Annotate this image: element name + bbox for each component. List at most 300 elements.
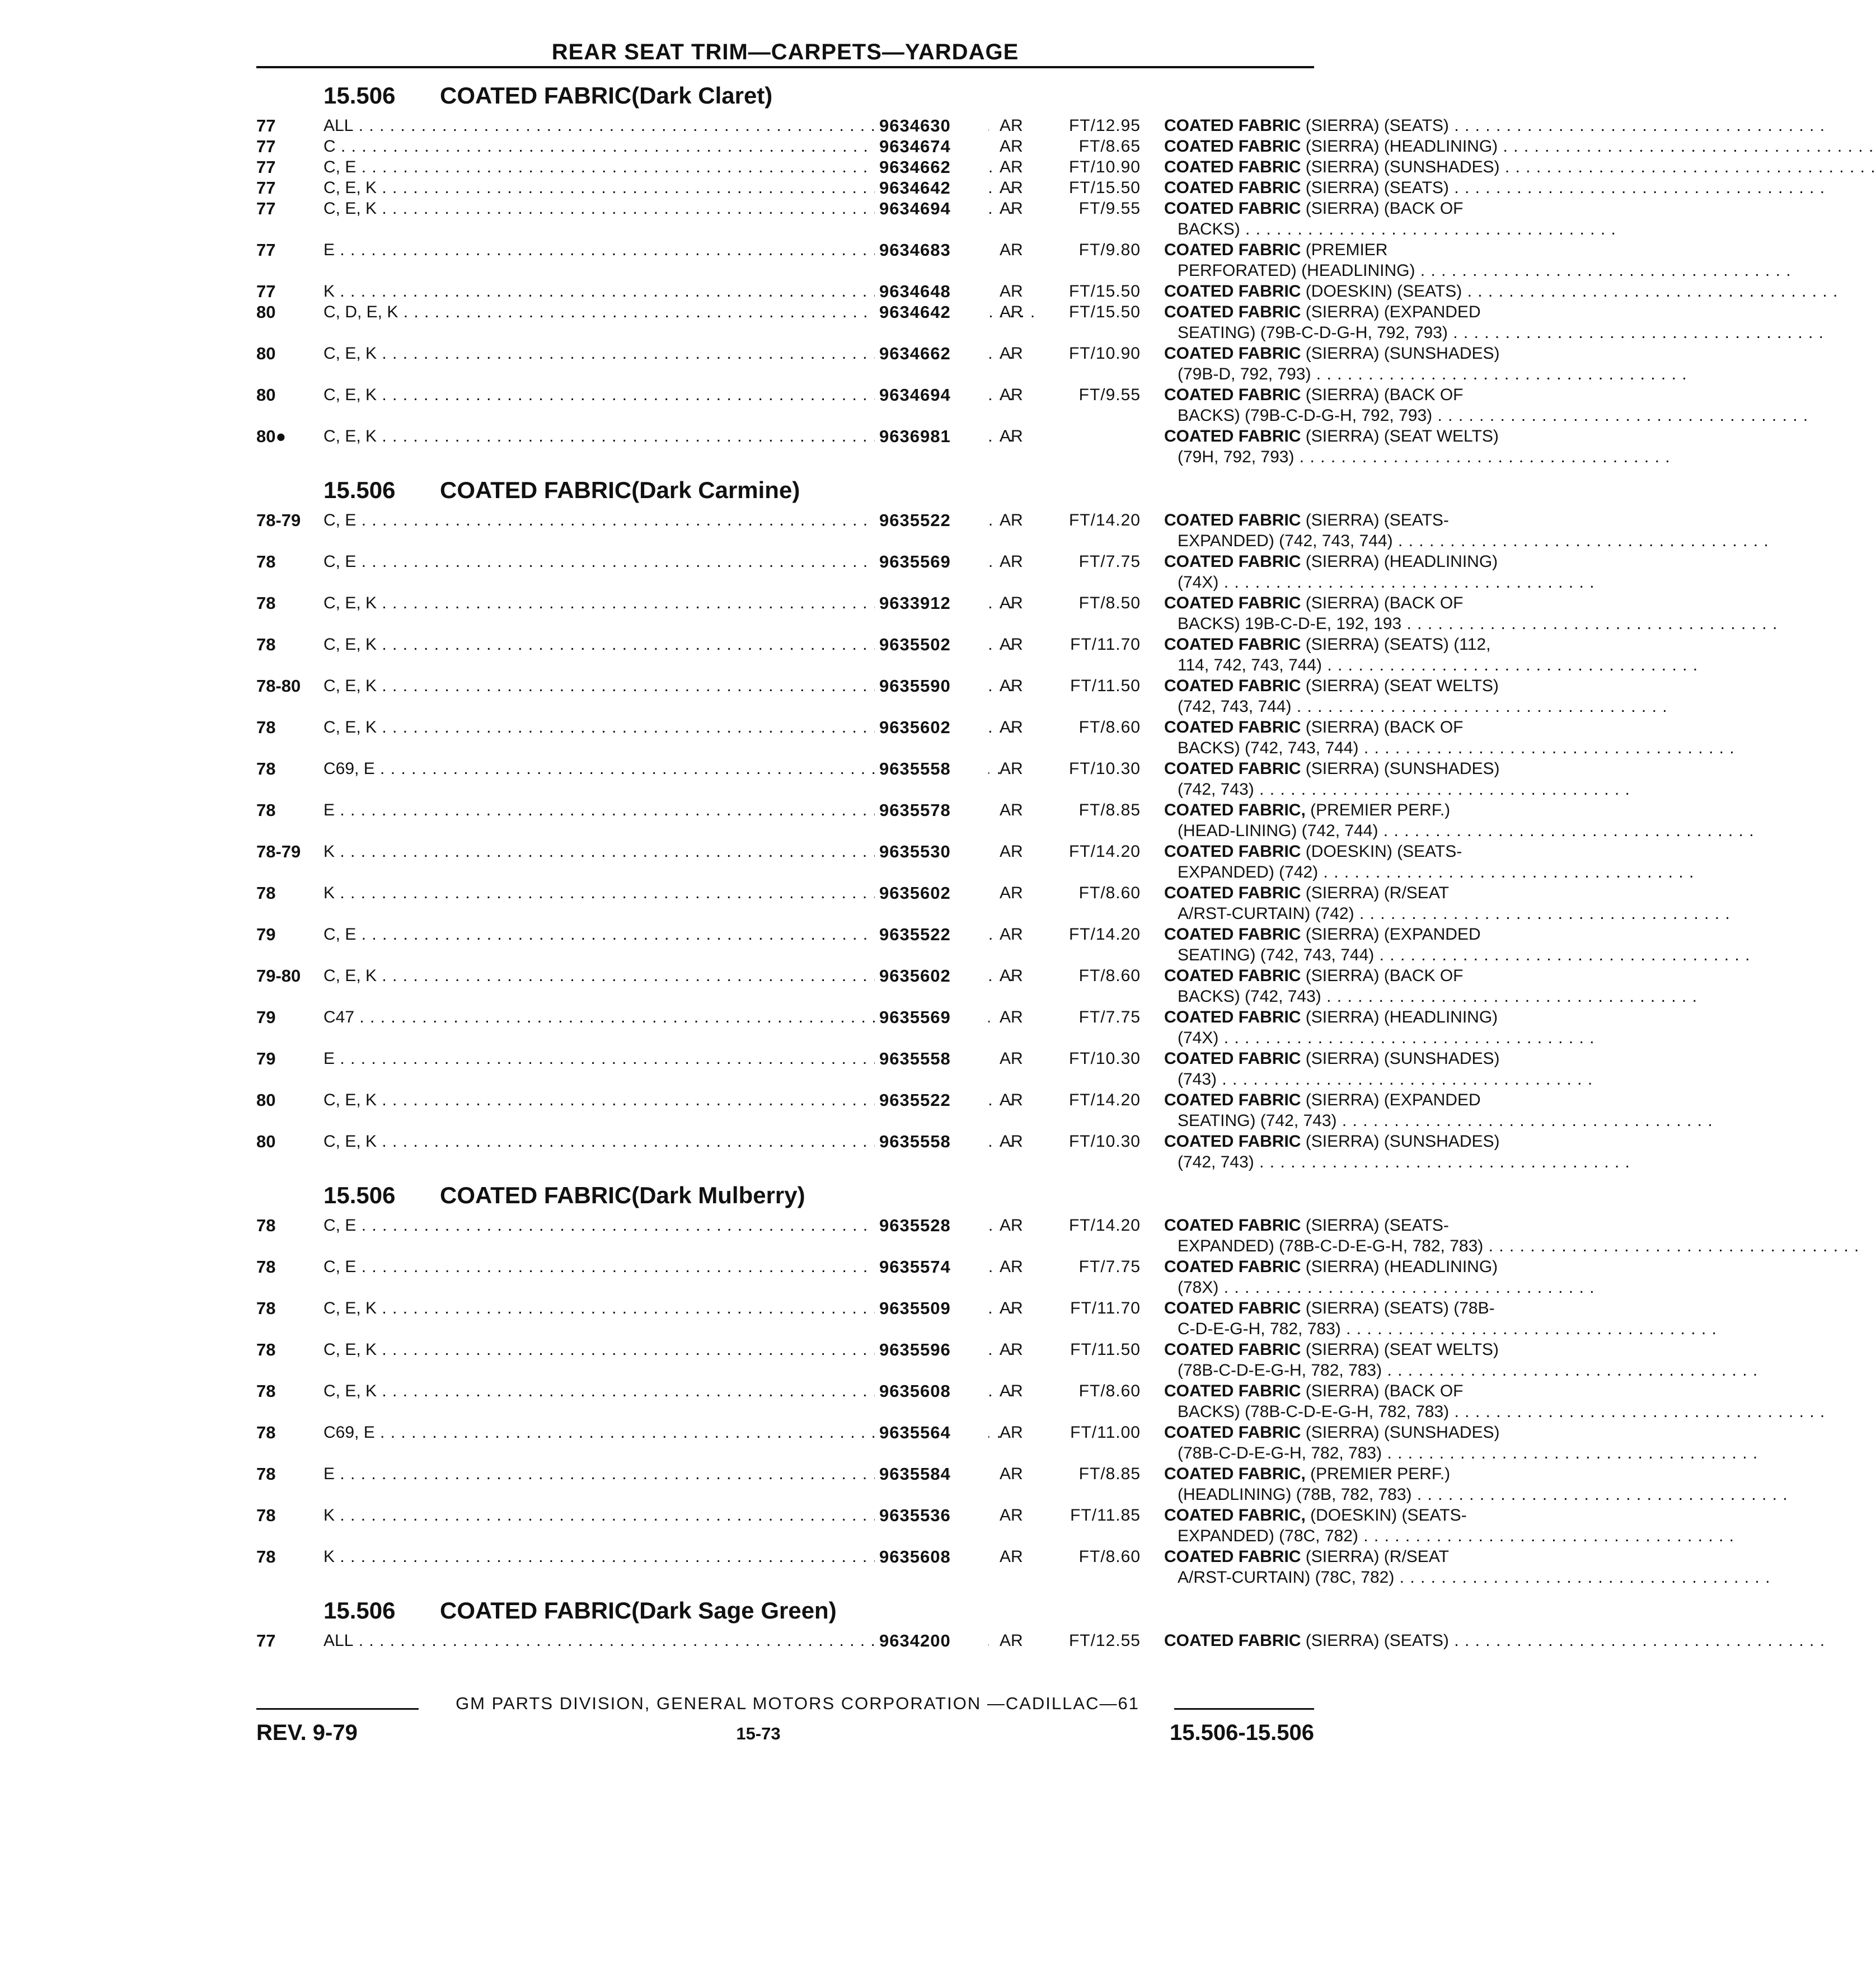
description-name: COATED FABRIC: [1164, 1049, 1301, 1068]
models: C47 . . .: [323, 1007, 878, 1028]
description-name: COATED FABRIC: [1164, 1382, 1301, 1400]
description-detail: (PREMIER: [1305, 241, 1388, 259]
part-entry: [251, 1505, 1467, 1546]
models: C, E, K . . .: [323, 1339, 878, 1360]
price: FT/11.50: [1070, 677, 1141, 695]
description-line-1: [1164, 384, 1570, 405]
part-entry: [251, 177, 1449, 198]
description-line-2: (743) . . .: [1164, 1069, 1570, 1090]
part-number: 9635522: [875, 510, 988, 531]
description-line-2: EXPANDED) (78C, 782) . . .: [1164, 1526, 1570, 1546]
description-name: COATED FABRIC: [1164, 925, 1301, 944]
price: FT/12.95: [1068, 116, 1141, 135]
quantity: AR: [1000, 1091, 1023, 1109]
description-detail: (DOESKIN) (SEATS-: [1305, 842, 1462, 861]
part-entry: [251, 343, 1500, 384]
quantity: AR: [1000, 1465, 1023, 1483]
description-line-1: [1164, 634, 1570, 655]
models: K . . .: [323, 841, 878, 862]
description-line-1: [1164, 198, 1570, 219]
price: FT/15.50: [1068, 303, 1141, 321]
section-range: 15.506-15.506: [1169, 1720, 1314, 1745]
model-year: 77: [256, 282, 276, 301]
part-entry: [251, 1048, 1500, 1090]
description-detail: (SIERRA) (SUNSHADES): [1305, 1049, 1500, 1068]
description-name: COATED FABRIC: [1164, 158, 1301, 176]
part-number: 9636981: [875, 426, 988, 447]
part-entry: [251, 965, 1464, 1007]
description-detail: (SIERRA) (HEADLINING): [1305, 1258, 1498, 1276]
models: ALL . . .: [323, 115, 878, 136]
description-name: COATED FABRIC: [1164, 718, 1301, 737]
model-year: 78: [256, 717, 276, 737]
models: K . . .: [323, 281, 878, 302]
description-line-1: [1164, 1339, 1570, 1360]
quantity: AR: [1000, 1049, 1023, 1068]
models: K . . .: [323, 1505, 878, 1526]
models: E . . .: [323, 1048, 878, 1069]
quantity: AR: [1000, 552, 1023, 571]
section-heading: [251, 1179, 1314, 1212]
quantity: AR: [1000, 1258, 1023, 1276]
model-year: 77: [256, 116, 276, 135]
part-entry: [251, 1090, 1481, 1131]
models: C, E . . .: [323, 551, 878, 572]
model-year: 77: [256, 240, 276, 260]
quantity: AR: [1000, 967, 1023, 985]
model-year: 78: [256, 1381, 276, 1401]
quantity: AR: [1000, 344, 1023, 363]
price: FT/14.20: [1068, 1216, 1141, 1235]
part-entry: [251, 758, 1500, 800]
description-detail: (SIERRA) (SEATS) . . .: [1306, 179, 1825, 197]
model-year: 80: [256, 385, 276, 405]
price: FT/8.60: [1078, 1382, 1141, 1400]
quantity: AR: [1000, 1340, 1023, 1359]
quantity: AR: [1000, 1216, 1023, 1235]
part-number: 9635558: [875, 1048, 988, 1069]
quantity: AR: [1000, 842, 1023, 861]
section-title: COATED FABRIC(Dark Mulberry): [440, 1182, 805, 1208]
part-entry: [251, 551, 1498, 593]
models: C, E, K . . .: [323, 634, 878, 655]
description-name: COATED FABRIC: [1164, 1299, 1301, 1317]
models: K . . .: [323, 883, 878, 903]
models: C, E, K . . .: [323, 1298, 878, 1319]
price: FT/11.85: [1070, 1506, 1141, 1525]
models: C . . .: [323, 136, 878, 157]
price: FT/14.20: [1068, 842, 1141, 861]
part-entry: [251, 136, 1498, 157]
description-line-1: [1164, 302, 1570, 322]
description-line-2: BACKS) (742, 743) . . .: [1164, 986, 1570, 1007]
description-line-2: BACKS) 19B-C-D-E, 192, 193 . . .: [1164, 613, 1570, 634]
model-year: 77: [256, 137, 276, 156]
description-detail: (PREMIER PERF.): [1310, 801, 1451, 819]
description-name: COATED FABRIC: [1164, 1258, 1301, 1276]
description-line-1: [1164, 1048, 1570, 1069]
description-line-1: [1164, 426, 1570, 447]
description-line-1: [1164, 240, 1570, 260]
part-entry: [251, 1422, 1500, 1464]
models: C, E, K . . .: [323, 965, 878, 986]
description-detail: (SIERRA) (R/SEAT: [1305, 884, 1449, 902]
description-line-2: (74X) . . .: [1164, 1028, 1570, 1048]
part-entry: [251, 924, 1481, 965]
description-detail: (SIERRA) (HEADLINING): [1305, 552, 1498, 571]
description-line-1: [1164, 717, 1570, 738]
part-number: 9634674: [875, 136, 988, 157]
price: FT/10.30: [1068, 759, 1141, 778]
part-entry: [251, 841, 1462, 883]
description-detail: (DOESKIN) (SEATS-: [1310, 1506, 1467, 1525]
price: FT/11.70: [1070, 1299, 1141, 1317]
section-heading: [251, 1594, 1314, 1627]
model-year: 79: [256, 1007, 276, 1027]
parts-catalog: [251, 79, 1500, 1651]
description-line-2: EXPANDED) (742) . . .: [1164, 862, 1570, 883]
description-detail: (SIERRA) (EXPANDED: [1305, 1091, 1481, 1109]
description-line-2: PERFORATED) (HEADLINING) . . .: [1164, 260, 1570, 281]
description-detail: (DOESKIN) (SEATS) . . .: [1306, 282, 1839, 301]
description-name: COATED FABRIC: [1164, 427, 1301, 445]
description-line-2: 114, 742, 743, 744) . . .: [1164, 655, 1570, 676]
description-line-1: [1164, 883, 1570, 903]
quantity: AR: [1000, 241, 1023, 259]
part-number: 9635584: [875, 1464, 988, 1484]
quantity: AR: [1000, 427, 1023, 445]
quantity: AR: [1000, 158, 1023, 176]
price: FT/8.60: [1078, 718, 1141, 737]
part-number: 9634683: [875, 240, 988, 260]
model-year: 80: [256, 1132, 276, 1151]
part-number: 9635602: [875, 965, 988, 986]
page-number: 15-73: [736, 1724, 781, 1743]
model-year: 77: [256, 1631, 276, 1650]
description-detail: (SIERRA) (BACK OF: [1305, 199, 1464, 218]
description-line-1: [1164, 136, 1570, 157]
part-number: 9635558: [875, 1131, 988, 1152]
part-entry: [251, 198, 1464, 240]
description-line-2: (742, 743, 744) . . .: [1164, 696, 1570, 717]
description-name: COATED FABRIC: [1164, 967, 1301, 985]
part-number: 9635502: [875, 634, 988, 655]
description-line-1: [1164, 1215, 1570, 1236]
description-line-1: [1164, 1131, 1570, 1152]
description-name: COATED FABRIC: [1164, 1216, 1301, 1235]
part-number: 9634630: [875, 115, 988, 136]
quantity: AR: [1000, 137, 1023, 156]
part-entry: [251, 593, 1464, 634]
description-name: COATED FABRIC: [1164, 303, 1301, 321]
model-year: 78: [256, 593, 276, 613]
description-detail: (SIERRA) (EXPANDED: [1305, 303, 1481, 321]
models: C, E, K . . .: [323, 384, 878, 405]
description-name: COATED FABRIC,: [1164, 801, 1306, 819]
price: FT/11.50: [1070, 1340, 1141, 1359]
description-detail: (SIERRA) (SUNSHADES): [1305, 344, 1500, 363]
model-year: 80: [256, 1090, 276, 1110]
models: E . . .: [323, 800, 878, 820]
quantity: AR: [1000, 1423, 1023, 1442]
description-line-1: [1164, 1007, 1570, 1028]
section-number: 15.506: [323, 477, 396, 503]
description-line-2: (79B-D, 792, 793) . . .: [1164, 364, 1570, 384]
description-name: COATED FABRIC: [1164, 282, 1301, 301]
price: FT/8.85: [1078, 1465, 1141, 1483]
description-line-2: (742, 743) . . .: [1164, 1152, 1570, 1172]
description-line-1: [1164, 115, 1570, 136]
part-number: 9635564: [875, 1422, 988, 1443]
description-line-2: (74X) . . .: [1164, 572, 1570, 593]
part-number: 9634642: [875, 177, 988, 198]
description-name: COATED FABRIC: [1164, 1340, 1301, 1359]
price: FT/8.60: [1078, 967, 1141, 985]
description-line-1: [1164, 1546, 1570, 1567]
quantity: AR: [1000, 594, 1023, 612]
model-year: 80●: [256, 426, 287, 446]
description-line-1: [1164, 1505, 1570, 1526]
part-entry: [251, 1131, 1500, 1172]
part-entry: [251, 800, 1451, 841]
part-entry: [251, 1007, 1498, 1048]
models: C69, E . . .: [323, 758, 878, 779]
price: FT/8.60: [1078, 1547, 1141, 1566]
description-name: COATED FABRIC: [1164, 1631, 1301, 1650]
page-title: REAR SEAT TRIM—CARPETS—YARDAGE: [551, 40, 1019, 64]
part-entry: [251, 240, 1415, 281]
description-detail: (SIERRA) (BACK OF: [1305, 718, 1464, 737]
section-heading: [251, 474, 1314, 506]
description-name: COATED FABRIC: [1164, 386, 1301, 404]
description-detail: (PREMIER PERF.): [1310, 1465, 1451, 1483]
price: FT/15.50: [1068, 179, 1141, 197]
section-heading: [251, 79, 1314, 112]
description-name: COATED FABRIC: [1164, 552, 1301, 571]
part-entry: [251, 676, 1499, 717]
price: FT/8.60: [1078, 884, 1141, 902]
part-number: 9633912: [875, 593, 988, 613]
part-number: 9635602: [875, 717, 988, 738]
quantity: AR: [1000, 511, 1023, 529]
quantity: AR: [1000, 925, 1023, 944]
description-line-1: [1164, 1298, 1570, 1319]
description-line-2: (78B-C-D-E-G-H, 782, 783) . . .: [1164, 1443, 1570, 1464]
model-year: 80: [256, 302, 276, 322]
model-year: 78: [256, 800, 276, 820]
description-detail: (SIERRA) (HEADLINING) . . .: [1306, 137, 1874, 156]
model-year: 78: [256, 1216, 276, 1235]
model-year: 77: [256, 199, 276, 218]
models: C, E, K . . .: [323, 717, 878, 738]
part-number: 9635608: [875, 1381, 988, 1401]
description-name: COATED FABRIC: [1164, 1008, 1301, 1026]
section-number: 15.506: [323, 1182, 396, 1208]
models: C, D, E, K . . .: [323, 302, 878, 322]
description-name: COATED FABRIC: [1164, 1547, 1301, 1566]
model-year: 78: [256, 552, 276, 571]
description-line-1: [1164, 841, 1570, 862]
description-detail: (SIERRA) (SUNSHADES): [1305, 1132, 1500, 1151]
quantity: AR: [1000, 179, 1023, 197]
price: FT/7.75: [1078, 552, 1141, 571]
part-entry: [251, 426, 1499, 467]
description-line-1: [1164, 593, 1570, 613]
model-year: 78: [256, 1423, 276, 1442]
description-name: COATED FABRIC: [1164, 759, 1301, 778]
price: FT/11.70: [1070, 635, 1141, 654]
price: FT/10.90: [1068, 158, 1141, 176]
part-entry: [251, 1546, 1449, 1588]
models: C69, E . . .: [323, 1422, 878, 1443]
description-name: COATED FABRIC: [1164, 1423, 1301, 1442]
description-line-1: [1164, 965, 1570, 986]
description-name: COATED FABRIC: [1164, 116, 1301, 135]
description-detail: (SIERRA) (HEADLINING): [1305, 1008, 1498, 1026]
part-number: 9635574: [875, 1256, 988, 1277]
quantity: AR: [1000, 718, 1023, 737]
price: FT/7.75: [1078, 1008, 1141, 1026]
price: FT/9.55: [1078, 386, 1141, 404]
part-number: 9635569: [875, 1007, 988, 1028]
description-detail: (SIERRA) (SUNSHADES): [1305, 759, 1500, 778]
description-name: COATED FABRIC: [1164, 594, 1301, 612]
price: FT/10.90: [1068, 344, 1141, 363]
part-entry: [251, 1464, 1451, 1505]
part-number: 9635608: [875, 1546, 988, 1567]
description-name: COATED FABRIC,: [1164, 1465, 1306, 1483]
description-name: COATED FABRIC: [1164, 344, 1301, 363]
part-number: 9635578: [875, 800, 988, 820]
footer-rule-left: [256, 1708, 419, 1710]
quantity: AR: [1000, 1008, 1023, 1026]
models: K . . .: [323, 1546, 878, 1567]
description-line-2: (742, 743) . . .: [1164, 779, 1570, 800]
quantity: AR: [1000, 1547, 1023, 1566]
model-year: 78: [256, 1547, 276, 1566]
description-name: COATED FABRIC: [1164, 1091, 1301, 1109]
description-line-2: BACKS) . . .: [1164, 219, 1570, 240]
description-detail: (SIERRA) (SEAT WELTS): [1305, 677, 1499, 695]
description-name: COATED FABRIC: [1164, 241, 1301, 259]
description-line-1: [1164, 1381, 1570, 1401]
part-entry: [251, 883, 1449, 924]
description-name: COATED FABRIC: [1164, 137, 1301, 156]
description-detail: (SIERRA) (SEAT WELTS): [1305, 1340, 1499, 1359]
part-entry: [251, 384, 1464, 426]
models: ALL . . .: [323, 1630, 878, 1651]
part-number: 9634642: [875, 302, 988, 322]
part-entry: [251, 302, 1481, 343]
price: FT/14.20: [1068, 511, 1141, 529]
description-line-1: [1164, 1422, 1570, 1443]
description-line-2: (78B-C-D-E-G-H, 782, 783) . . .: [1164, 1360, 1570, 1381]
part-number: 9635509: [875, 1298, 988, 1319]
revision-label: REV. 9-79: [256, 1720, 358, 1745]
models: C, E, K . . .: [323, 593, 878, 613]
price: FT/8.50: [1078, 594, 1141, 612]
description-line-1: [1164, 800, 1570, 820]
description-detail: (SIERRA) (BACK OF: [1305, 594, 1464, 612]
description-line-1: [1164, 343, 1570, 364]
models: C, E, K . . .: [323, 198, 878, 219]
part-entry: [251, 717, 1464, 758]
price: FT/12.55: [1068, 1631, 1141, 1650]
description-line-1: [1164, 157, 1570, 177]
quantity: AR: [1000, 677, 1023, 695]
description-line-1: [1164, 1464, 1570, 1484]
models: C, E, K . . .: [323, 1131, 878, 1152]
part-number: 9634694: [875, 384, 988, 405]
part-number: 9635536: [875, 1505, 988, 1526]
section-number: 15.506: [323, 82, 396, 109]
description-detail: (SIERRA) (BACK OF: [1305, 386, 1464, 404]
description-line-2: SEATING) (742, 743) . . .: [1164, 1110, 1570, 1131]
part-number: 9635569: [875, 551, 988, 572]
quantity: AR: [1000, 386, 1023, 404]
quantity: AR: [1000, 884, 1023, 902]
description-name: COATED FABRIC: [1164, 179, 1301, 197]
description-name: COATED FABRIC,: [1164, 1506, 1306, 1525]
quantity: AR: [1000, 1382, 1023, 1400]
quantity: AR: [1000, 303, 1023, 321]
price: FT/14.20: [1068, 925, 1141, 944]
part-entry: [251, 1298, 1495, 1339]
part-number: 9634694: [875, 198, 988, 219]
model-year: 78: [256, 1298, 276, 1318]
price: FT/8.85: [1078, 801, 1141, 819]
models: C, E, K . . .: [323, 343, 878, 364]
price: FT/9.80: [1078, 241, 1141, 259]
description-name: COATED FABRIC: [1164, 677, 1301, 695]
model-year: 80: [256, 344, 276, 363]
quantity: AR: [1000, 1132, 1023, 1151]
model-year: 78: [256, 1257, 276, 1277]
description-detail: (SIERRA) (SUNSHADES): [1305, 1423, 1500, 1442]
description-line-2: BACKS) (742, 743, 744) . . .: [1164, 738, 1570, 758]
description-name: COATED FABRIC: [1164, 1132, 1301, 1151]
quantity: AR: [1000, 116, 1023, 135]
description-line-2: A/RST-CURTAIN) (742) . . .: [1164, 903, 1570, 924]
models: C, E . . .: [323, 510, 878, 531]
part-entry: [251, 157, 1500, 177]
description-line-1: [1164, 924, 1570, 945]
description-line-1: [1164, 551, 1570, 572]
quantity: AR: [1000, 635, 1023, 654]
part-entry: [251, 1215, 1484, 1256]
quantity: AR: [1000, 801, 1023, 819]
model-year: 78: [256, 1464, 276, 1484]
description-line-2: (HEAD-LINING) (742, 744) . . .: [1164, 820, 1570, 841]
description-line-1: [1164, 1090, 1570, 1110]
description-line-2: (79H, 792, 793) . . .: [1164, 447, 1570, 467]
description-name: COATED FABRIC: [1164, 842, 1301, 861]
part-number: 9635522: [875, 1090, 988, 1110]
price: FT/10.30: [1068, 1049, 1141, 1068]
description-line-2: EXPANDED) (742, 743, 744) . . .: [1164, 531, 1570, 551]
description-line-1: [1164, 281, 1570, 302]
models: C, E . . .: [323, 1215, 878, 1236]
models: E . . .: [323, 240, 878, 260]
price: FT/15.50: [1068, 282, 1141, 301]
price: FT/8.65: [1078, 137, 1141, 156]
quantity: AR: [1000, 759, 1023, 778]
model-year: 78: [256, 759, 276, 778]
section-number: 15.506: [323, 1597, 396, 1624]
section-title: COATED FABRIC(Dark Carmine): [440, 477, 800, 503]
description-line-2: EXPANDED) (78B-C-D-E-G-H, 782, 783) . . .: [1164, 1236, 1570, 1256]
part-number: 9635522: [875, 924, 988, 945]
